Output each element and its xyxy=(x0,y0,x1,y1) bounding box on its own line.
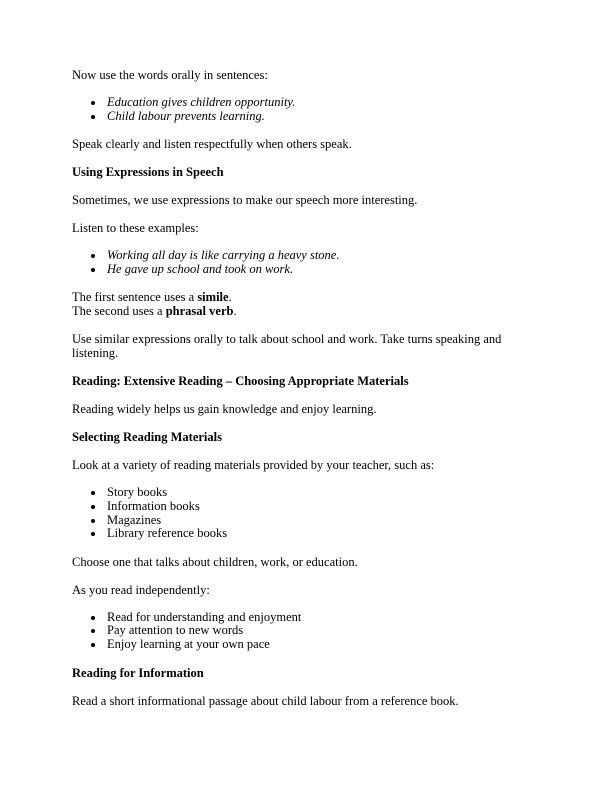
phrasal-suffix-text: . xyxy=(233,304,237,319)
paragraph-intro: Now use the words orally in sentences: xyxy=(72,68,268,82)
list-item-example-sentence: • Education gives children opportunity. xyxy=(105,96,540,110)
heading-extensive-reading: Reading: Extensive Reading – Choosing Appropriate Materials xyxy=(72,374,409,389)
simile-suffix-text: . xyxy=(228,290,232,305)
paragraph-expression-explanation xyxy=(72,290,540,318)
paragraph-reading-body: Reading widely helps us gain knowledge and enjoy learning. xyxy=(72,402,377,417)
list-item-expression-example: • He gave up school and took on work. xyxy=(105,263,540,277)
paragraph-listen-intro: Listen to these examples: xyxy=(72,221,199,236)
heading-selecting-materials: Selecting Reading Materials xyxy=(72,430,222,445)
heading-using-expressions: Using Expressions in Speech xyxy=(72,165,224,180)
paragraph-info-body: Read a short informational passage about child labour from a reference book. xyxy=(72,693,459,708)
list-item-tip: • Read for understanding and enjoyment xyxy=(105,611,540,625)
paragraph-speak-note: Speak clearly and listen respectfully when others speak. xyxy=(72,137,352,152)
paragraph-expression-practice: Use similar expressions orally to talk about school and work. Take turns speaking and listening. xyxy=(72,332,502,361)
list-item-tip: • Enjoy learning at your own pace xyxy=(105,638,540,652)
simile-prefix-text: The first sentence uses a xyxy=(72,290,198,305)
paragraph-selecting-body: Look at a variety of reading materials provided by your teacher, such as: xyxy=(72,458,435,473)
bullet-list-example-sentences xyxy=(72,96,540,123)
list-item-example-sentence: • Child labour prevents learning. xyxy=(105,110,540,124)
phrasal-verb-term: phrasal verb xyxy=(165,304,234,319)
list-item-material: • Story books xyxy=(105,486,540,500)
paragraph-expressions-body: Sometimes, we use expressions to make our speech more interesting. xyxy=(72,193,418,208)
heading-reading-for-information: Reading for Information xyxy=(72,665,204,680)
list-item-material: • Library reference books xyxy=(105,527,540,541)
list-item-material: • Information books xyxy=(105,500,540,514)
list-item-expression-example: • Working all day is like carrying a heavy stone. xyxy=(105,249,540,263)
simile-term: simile xyxy=(197,290,229,305)
paragraph-choose-note: Choose one that talks about children, work, or education. xyxy=(72,554,358,569)
line-phrasal-verb xyxy=(72,304,540,318)
phrasal-prefix-text: The second uses a xyxy=(72,304,166,319)
bullet-list-independent-tips xyxy=(72,611,540,652)
list-item-tip: • Pay attention to new words xyxy=(105,624,540,638)
line-simile xyxy=(72,290,540,304)
paragraph-independent-intro: As you read independently: xyxy=(72,582,210,597)
list-item-material: • Magazines xyxy=(105,514,540,528)
bullet-list-expression-examples xyxy=(72,249,540,276)
bullet-list-reading-materials xyxy=(72,486,540,540)
